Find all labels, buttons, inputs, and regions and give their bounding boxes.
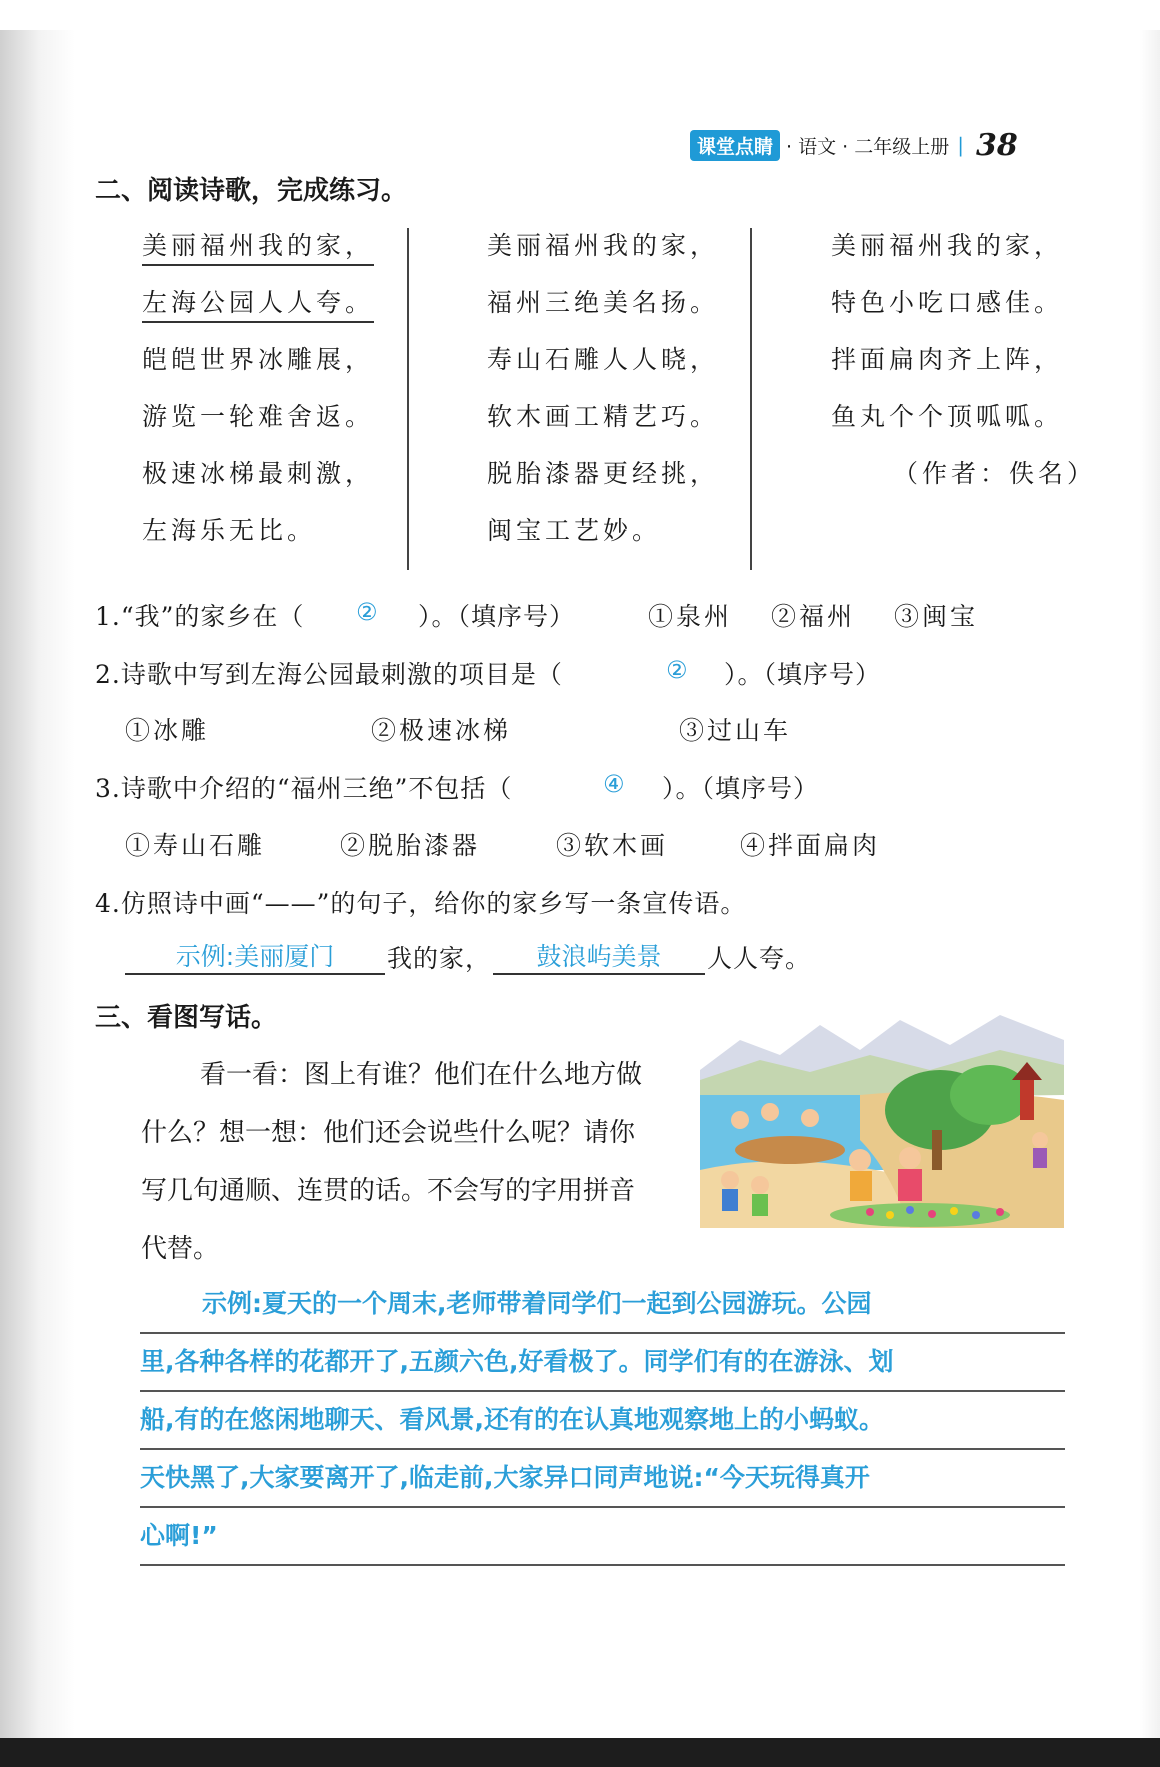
poem-line: 极速冰梯最刺激， <box>142 459 375 488</box>
poem-line: 寿山石雕人人晓， <box>487 345 720 374</box>
option-item: ④拌面扁肉 <box>740 831 881 860</box>
slogan-text: 人人夸。 <box>707 944 812 973</box>
option-item: ①寿山石雕 <box>125 831 266 860</box>
slogan-line <box>125 937 811 975</box>
section2-title: 二、阅读诗歌，完成练习。 <box>95 176 408 206</box>
poem-line: 美丽福州我的家， <box>487 231 720 260</box>
poem-line: 脱胎漆器更经挑， <box>487 459 720 488</box>
question-text: 4.仿照诗中画“——”的句子，给你的家乡写一条宣传语。 <box>95 889 747 918</box>
question-text: ）。（填序号） <box>418 602 576 631</box>
header-separator: | <box>957 133 964 157</box>
poem-line: 闽宝工艺妙。 <box>487 516 662 545</box>
page-number: 38 <box>975 127 1018 163</box>
option-item: ③闽宝 <box>894 602 979 631</box>
option-item: ②福州 <box>771 602 856 631</box>
bottom-bar <box>0 1738 1160 1767</box>
answer-text: ② <box>356 598 378 626</box>
section3-title: 三、看图写话。 <box>95 1003 278 1033</box>
page-header <box>690 128 1018 162</box>
poem-line: 拌面扁肉齐上阵， <box>831 345 1064 374</box>
question-text: 1.“我”的家乡在（ <box>95 602 305 631</box>
poem-line: 左海乐无比。 <box>142 516 317 545</box>
question-text: 2.诗歌中写到左海公园最刺激的项目是（ <box>95 660 563 689</box>
prompt-line: 什么？想一想：他们还会说些什么呢？请你 <box>141 1118 636 1148</box>
poem-line: 皑皑世界冰雕展， <box>142 345 375 374</box>
example-line: 心啊!” <box>140 1507 1065 1566</box>
slogan-blank-2: 鼓浪屿美景 <box>493 937 705 975</box>
option-item: ①泉州 <box>648 602 733 631</box>
prompt-line: 看一看：图上有谁？他们在什么地方做 <box>200 1060 643 1090</box>
example-line: 船,有的在悠闲地聊天、看风景,还有的在认真地观察地上的小蚂蚁。 <box>140 1391 1065 1450</box>
poem-line: 左海公园人人夸。 <box>142 283 374 323</box>
slogan-text: 我的家， <box>387 944 492 973</box>
prompt-line: 代替。 <box>141 1234 220 1264</box>
question-text: ）。（填序号） <box>662 774 820 803</box>
poem-line: 鱼丸个个顶呱呱。 <box>831 402 1064 431</box>
poem-line: 软木画工精艺巧。 <box>487 402 720 431</box>
answer-text: ② <box>666 656 688 684</box>
option-item: ①冰雕 <box>125 716 210 745</box>
question-text: ）。（填序号） <box>724 660 882 689</box>
poem-line: 福州三绝美名扬。 <box>487 288 720 317</box>
option-item: ③软木画 <box>556 831 669 860</box>
example-line: 示例:夏天的一个周末,老师带着同学们一起到公园游玩。公园 <box>140 1275 1065 1334</box>
option-item: ③过山车 <box>679 716 792 745</box>
poem-line: 美丽福州我的家， <box>142 226 374 266</box>
top-bar <box>0 0 1160 30</box>
question-text: 3.诗歌中介绍的“福州三绝”不包括（ <box>95 774 513 803</box>
poem-line: 游览一轮难舍返。 <box>142 402 375 431</box>
park-illustration <box>700 1000 1064 1228</box>
book-title: · 语文 · 二年级上册 <box>786 135 950 158</box>
brand-label: 课堂点睛 <box>690 130 780 161</box>
poem-line: 美丽福州我的家， <box>831 231 1064 260</box>
example-line: 天快黑了,大家要离开了,临走前,大家异口同声地说:“今天玩得真开 <box>140 1449 1065 1508</box>
example-line: 里,各种各样的花都开了,五颜六色,好看极了。同学们有的在游泳、划 <box>140 1333 1065 1392</box>
poem-line: 特色小吃口感佳。 <box>831 288 1064 317</box>
option-item: ②脱胎漆器 <box>340 831 481 860</box>
slogan-blank-1: 示例:美丽厦门 <box>125 937 385 975</box>
option-item: ②极速冰梯 <box>371 716 512 745</box>
answer-text: ④ <box>603 770 625 798</box>
prompt-line: 写几句通顺、连贯的话。不会写的字用拼音 <box>141 1176 636 1206</box>
column-divider <box>407 228 409 570</box>
column-divider <box>750 228 752 570</box>
poem-author: （作者：佚名） <box>893 459 1097 488</box>
